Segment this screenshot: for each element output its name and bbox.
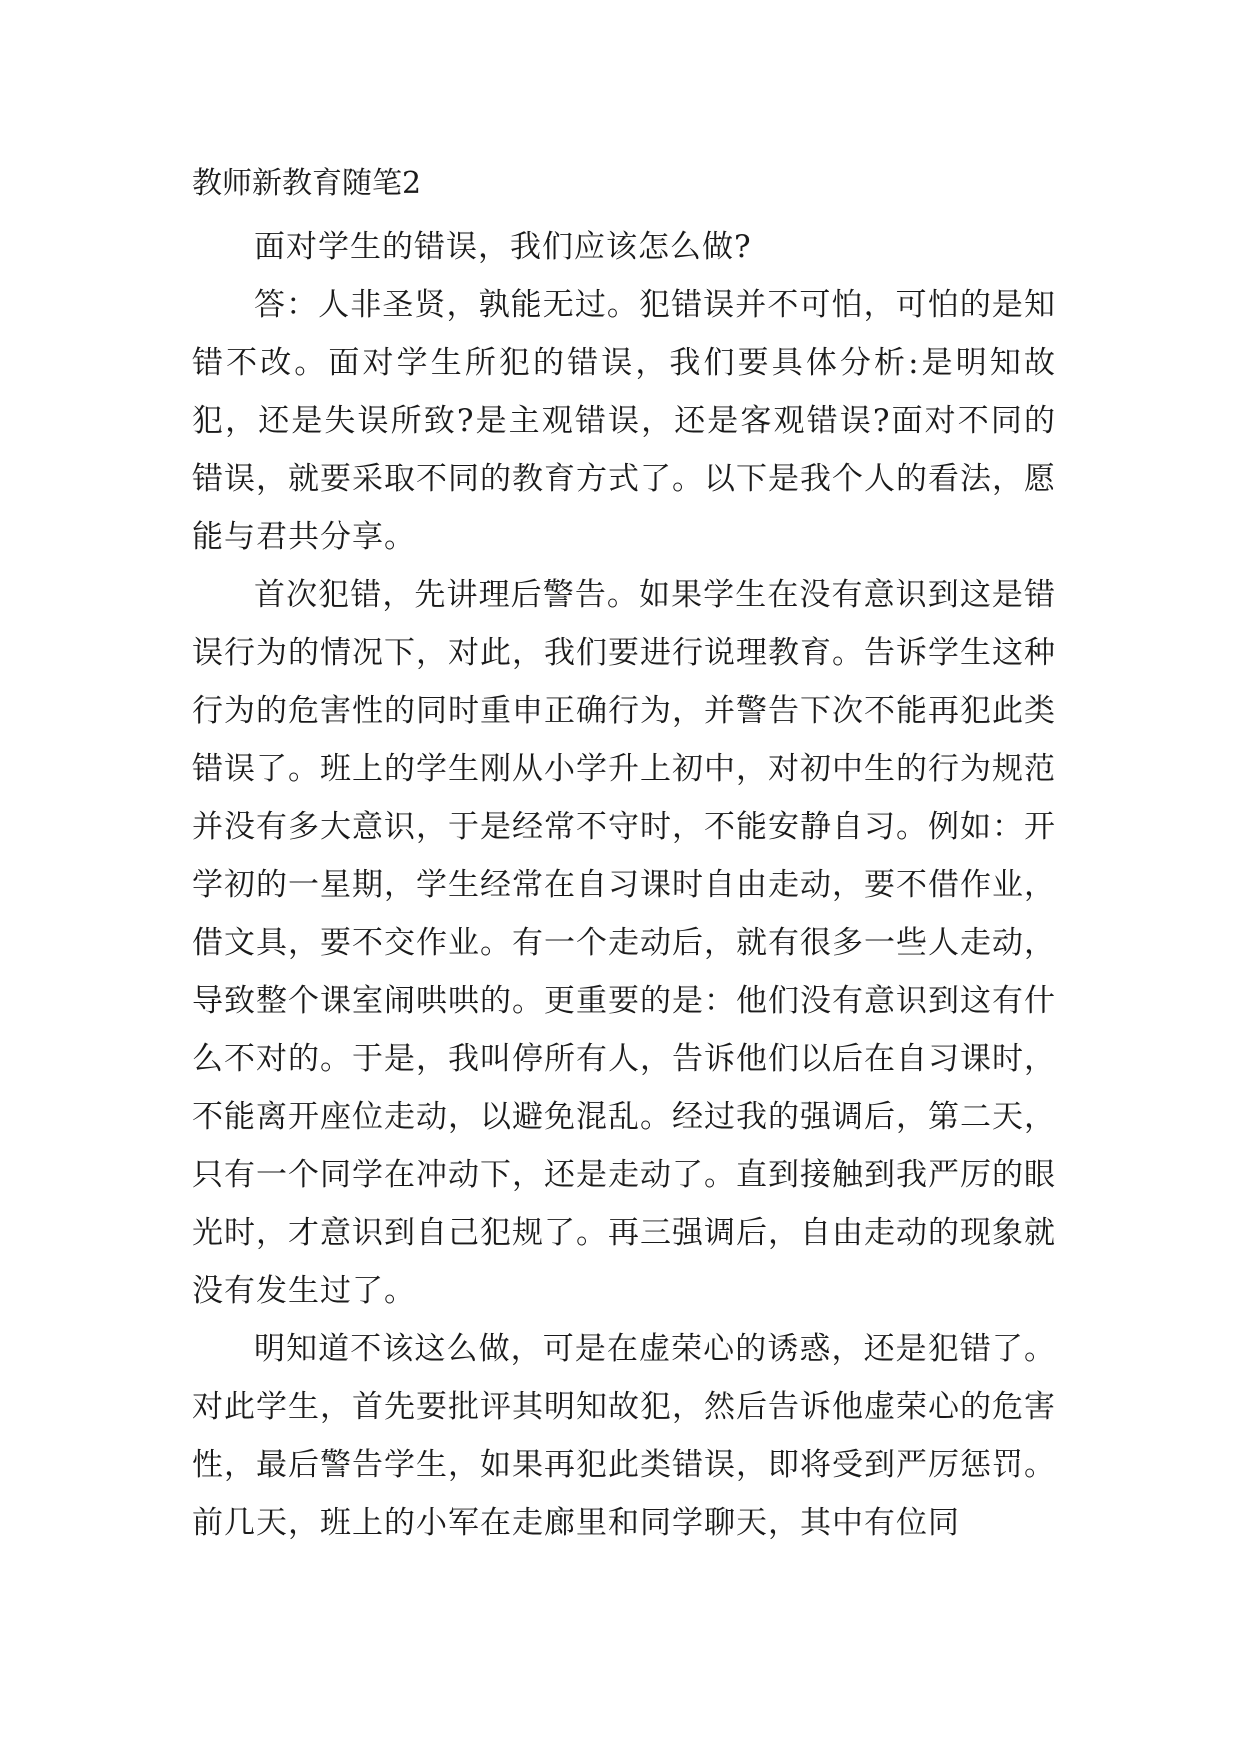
document-title: 教师新教育随笔2: [192, 166, 422, 201]
question-paragraph: 面对学生的错误，我们应该怎么做?: [254, 229, 752, 265]
answer-paragraph: 答：人非圣贤，孰能无过。犯错误并不可怕，可怕的是知错不改。面对学生所犯的错误，我们要具体分析:是明知故犯，还是失误所致?是主观错误，还是客观错误?面对不同的错误，就要采取不同的教育方式了。以下是我个人的看法，愿能与君共分享。: [192, 287, 1056, 555]
first-offense-paragraph: 首次犯错，先讲理后警告。如果学生在没有意识到这是错误行为的情况下，对此，我们要进行说理教育。告诉学生这种行为的危害性的同时重申正确行为，并警告下次不能再犯此类错误了。班上的学生刚从小学升上初中，对初中生的行为规范并没有多大意识，于是经常不守时，不能安静自习。例如：开学初的一星期，学生经常在自习课时自由走动，要不借作业，借文具，要不交作业。有一个走动后，就有很多一些人走动，导致整个课室闹哄哄的。更重要的是：他们没有意识到这有什么不对的。于是，我叫停所有人，告诉他们以后在自习课时，不能离开座位走动，以避免混乱。经过我的强调后，第二天，只有一个同学在冲动下，还是走动了。直到接触到我严厉的眼光时，才意识到自己犯规了。再三强调后，自由走动的现象就没有发生过了。: [192, 577, 1056, 1309]
knowing-offense-paragraph: 明知道不该这么做，可是在虚荣心的诱惑，还是犯错了。对此学生，首先要批评其明知故犯，然后告诉他虚荣心的危害性，最后警告学生，如果再犯此类错误，即将受到严厉惩罚。前几天，班上的小军在走廊里和同学聊天，其中有位同: [192, 1331, 1056, 1541]
document-body: [192, 162, 1056, 1552]
